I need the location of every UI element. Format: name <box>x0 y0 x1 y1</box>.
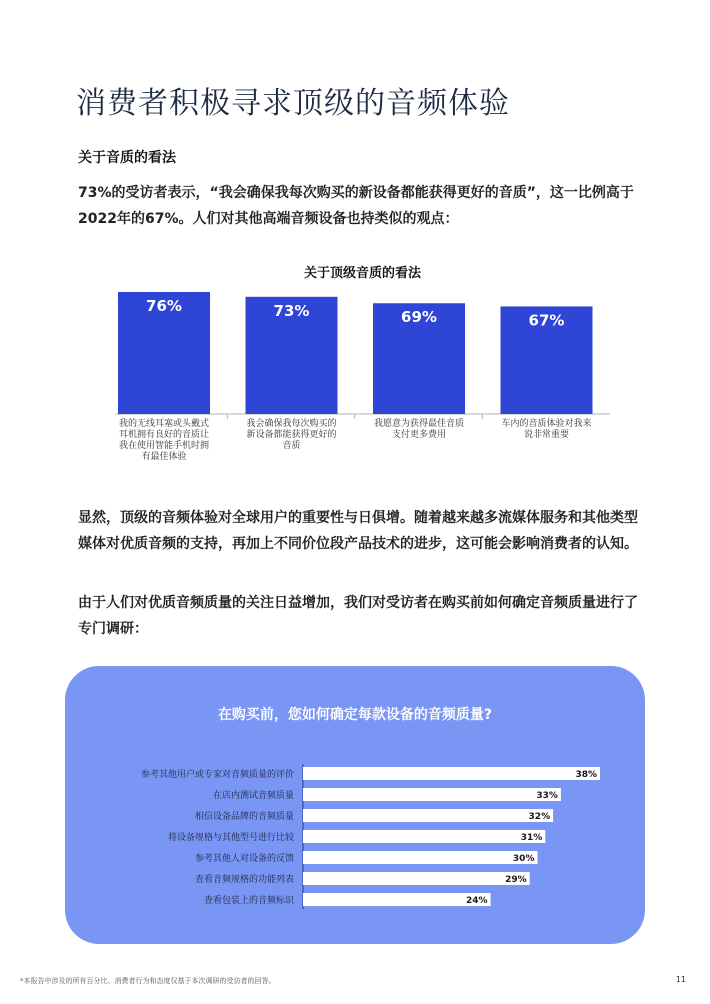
chart2-category-label: 将设备规格与其他型号进行比较 <box>167 833 294 843</box>
chart2-bar <box>303 893 491 906</box>
chart1-value-label: 76% <box>146 297 182 315</box>
chart1-category-label-line: 我会确保我每次购买的 <box>246 419 337 429</box>
chart2-category-label: 查看音频规格的功能列表 <box>194 875 294 885</box>
chart1-category-label-line: 耳机拥有良好的音质让 <box>118 430 209 440</box>
chart1-value-label: 73% <box>273 301 310 320</box>
chart1-category-label <box>497 419 597 441</box>
survey-intro-paragraph: 由于人们对优质音频质量的关注日益增加，我们对受访者在购买前如何确定音频质量进行了专门调研： <box>78 595 638 637</box>
intro-paragraph: 73%的受访者表示，“我会确保我每次购买的新设备都能获得更好的音质”，这一比例高于2022年的67%。人们对其他高端音频设备也持类似的观点： <box>78 185 634 227</box>
chart1-category-label <box>114 419 214 463</box>
chart2-value-label: 31% <box>520 833 543 843</box>
chart2-bar <box>303 809 553 822</box>
chart1-category-label <box>369 419 469 441</box>
page-title: 消费者积极寻求顶级的音频体验 <box>76 86 510 121</box>
chart1-category-label-line: 音质 <box>282 441 301 451</box>
chart2-value-label: 30% <box>512 854 535 864</box>
chart2-value-label: 33% <box>536 791 558 801</box>
chart2-value-label: 38% <box>575 770 597 780</box>
chart2-bar <box>303 767 600 780</box>
chart1-title: 关于顶级音质的看法 <box>303 266 421 281</box>
chart2-category-label: 相信设备品牌的音频质量 <box>194 812 294 822</box>
chart2-bar <box>303 872 530 885</box>
chart2-value-label: 32% <box>528 812 551 822</box>
chart1-category-label-line: 我在使用智能手机时拥 <box>118 441 209 451</box>
chart1-category-label-line: 新设备都能获得更好的 <box>246 430 337 440</box>
chart2-value-label: 24% <box>466 896 488 906</box>
chart2-category-label: 参考其他人对设备的反馈 <box>194 854 294 864</box>
method-bar-chart-svg <box>65 666 645 944</box>
chart2-category-label: 在店内测试音频质量 <box>212 791 294 801</box>
page-number: 11 <box>675 975 686 984</box>
audio-quality-opinion-chart <box>115 262 610 477</box>
chart2-bar <box>303 788 561 801</box>
chart1-value-label: 67% <box>528 311 565 330</box>
chart1-value-label: 69% <box>401 308 437 327</box>
chart1-category-label-line: 我的无线耳塞或头戴式 <box>118 419 209 429</box>
chart1-category-label <box>242 419 342 452</box>
panel-title: 在购买前，您如何确定每款设备的音频质量? <box>217 707 493 723</box>
chart1-category-label-line: 说非常重要 <box>523 430 569 440</box>
chart1-category-label-line: 我愿意为获得最佳音质 <box>373 419 464 429</box>
chart2-bar <box>303 830 545 843</box>
chart2-category-label: 参考其他用户或专家对音频质量的评价 <box>140 770 294 780</box>
chart2-bar <box>303 851 537 864</box>
audio-quality-method-panel <box>65 666 645 944</box>
analysis-paragraph: 显然，顶级的音频体验对全球用户的重要性与日俱增。随着越来越多流媒体服务和其他类型媒体对优质音频的支持，再加上不同价位段产品技术的进步，这可能会影响消费者的认知。 <box>78 510 638 552</box>
chart2-category-label: 查看包装上的音频标识 <box>203 896 294 906</box>
section-heading: 关于音质的看法 <box>78 150 176 166</box>
chart1-category-label-line: 有最佳体验 <box>141 452 187 462</box>
chart1-category-label-line: 支付更多费用 <box>391 430 446 440</box>
footnote: *本报告中涉及的所有百分比、消费者行为和态度仅基于本次调研的受访者的回答。 <box>20 977 276 985</box>
chart1-category-label-line: 车内的音质体验对我来 <box>501 419 592 429</box>
chart2-value-label: 29% <box>505 875 527 885</box>
